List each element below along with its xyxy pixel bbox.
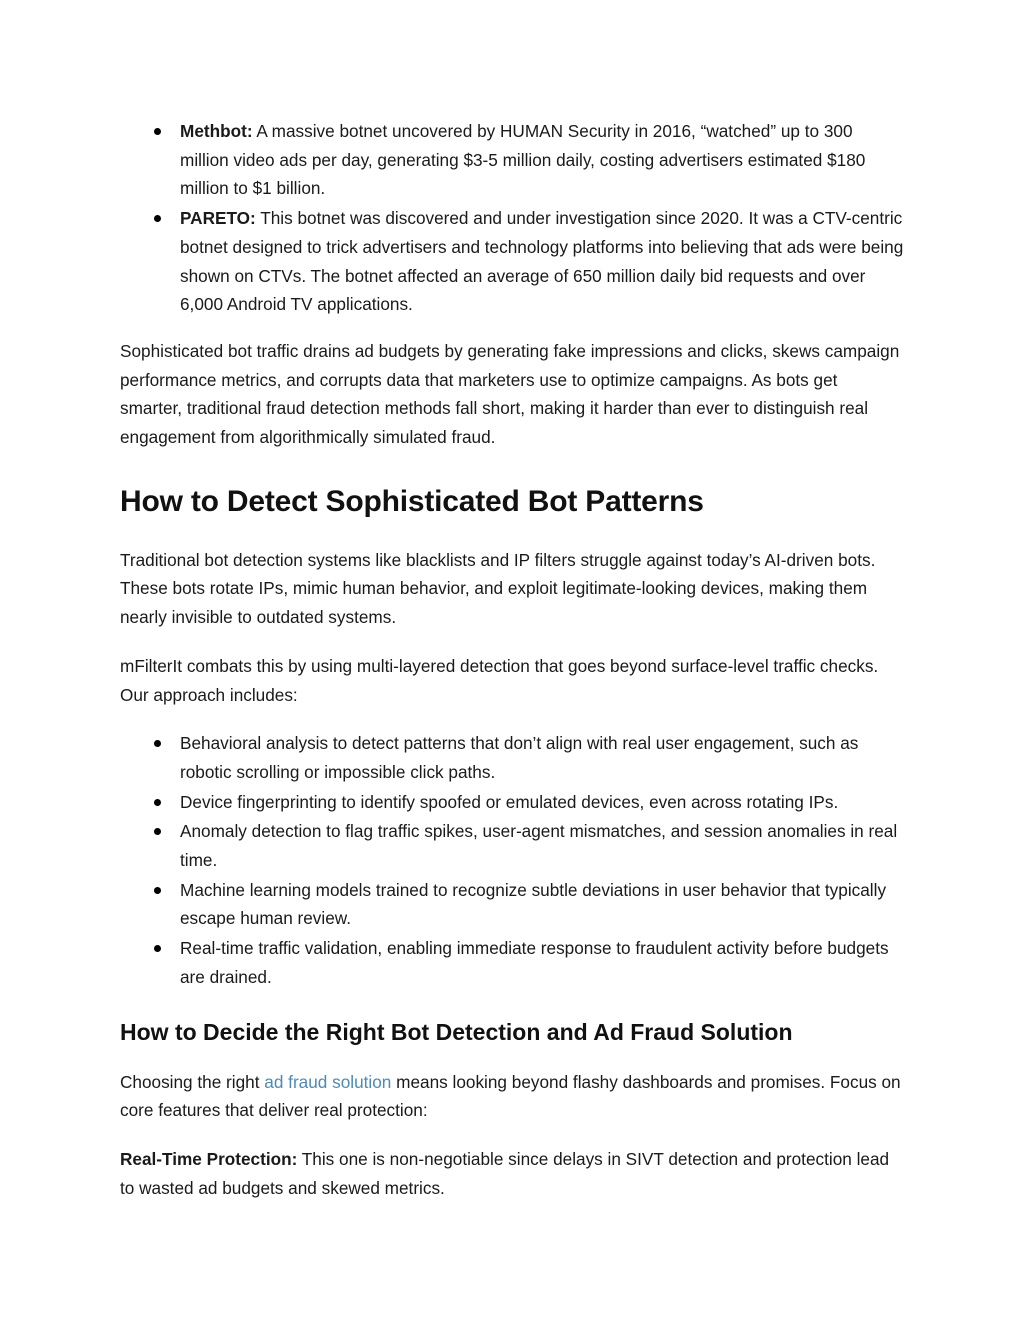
heading-decide-solution: How to Decide the Right Bot Detection and Ad Fraud Solution bbox=[120, 1018, 793, 1045]
heading-detect-patterns: How to Detect Sophisticated Bot Patterns bbox=[120, 484, 704, 518]
paragraph-impact: Sophisticated bot traffic drains ad budgets by generating fake impressions and clicks, skews campaign performance metrics, and corrupts data that marketers use to optimize campaigns. As bots get smarter, traditional fraud detection methods fall short, making it harder than ever to distinguish real engagement from algorithmically simulated fraud. bbox=[120, 340, 900, 448]
list-item: Device fingerprinting to identify spoofed or emulated devices, even across rotating IPs. bbox=[180, 788, 904, 817]
paragraph-choosing-solution bbox=[120, 1068, 904, 1125]
paragraph-mfilterit-approach: mFilterIt combats this by using multi-layered detection that goes beyond surface-level traffic checks. Our approach includes: bbox=[120, 655, 879, 705]
list-item: Behavioral analysis to detect patterns that don’t align with real user engagement, such as robotic scrolling or impossible click paths. bbox=[180, 729, 904, 786]
list-item: Machine learning models trained to recognize subtle deviations in user behavior that typically escape human review. bbox=[180, 876, 904, 933]
ad-fraud-solution-link[interactable]: ad fraud solution bbox=[264, 1071, 392, 1092]
paragraph-realtime-protection bbox=[120, 1145, 904, 1202]
approach-list bbox=[120, 729, 904, 991]
list-item-methbot bbox=[180, 117, 904, 203]
realtime-text: This one is non-negotiable since delays in SIVT detection and protection lead to wasted ad budgets and skewed metrics. bbox=[120, 1148, 890, 1198]
realtime-label: Real-Time Protection: bbox=[120, 1148, 298, 1169]
list-item-pareto bbox=[180, 204, 904, 319]
choosing-text-after: means looking beyond flashy dashboards and promises. Focus on core features that deliver real protection: bbox=[120, 1071, 901, 1121]
methbot-label: Methbot: bbox=[180, 121, 253, 141]
list-item: Real-time traffic validation, enabling immediate response to fraudulent activity before budgets are drained. bbox=[180, 934, 904, 991]
choosing-text-before: Choosing the right bbox=[120, 1071, 265, 1092]
list-item: Anomaly detection to flag traffic spikes, user-agent mismatches, and session anomalies in real time. bbox=[180, 817, 904, 874]
methbot-text: A massive botnet uncovered by HUMAN Security in 2016, “watched” up to 300 million video ads per day, generating $3-5 million daily, costing advertisers estimated $180 million to $1 billion. bbox=[180, 121, 866, 199]
pareto-text: This botnet was discovered and under investigation since 2020. It was a CTV-centric botnet designed to trick advertisers and technology platforms into believing that ads were being shown on CTVs. The botnet affected an average of 650 million daily bid requests and over 6,000 Android TV applications. bbox=[180, 208, 904, 315]
botnet-examples-list bbox=[120, 117, 904, 319]
paragraph-traditional-detection: Traditional bot detection systems like blacklists and IP filters struggle against today’s AI-driven bots. These bots rotate IPs, mimic human behavior, and exploit legitimate-looking devices, making them nearly invisible to outdated systems. bbox=[120, 549, 876, 628]
pareto-label: PARETO: bbox=[180, 208, 256, 229]
